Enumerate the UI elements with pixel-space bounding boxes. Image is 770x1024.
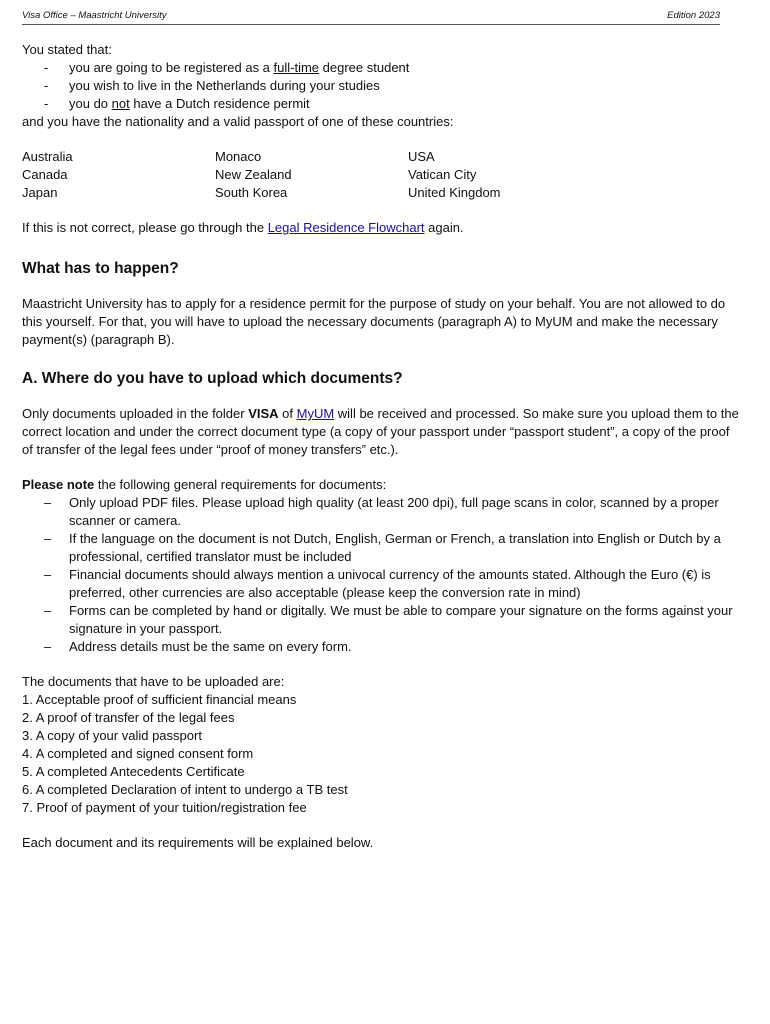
stated-intro: You stated that: xyxy=(22,42,112,57)
requirement-item: – Forms can be completed by hand or digitally. We must be able to compare your signature on the forms against your signature in your passport. xyxy=(44,603,733,636)
visa-bold: VISA xyxy=(248,406,279,421)
stated-item: - you do not have a Dutch residence permit xyxy=(44,96,310,111)
page-header xyxy=(22,10,720,25)
nationality-text: and you have the nationality and a valid passport of one of these countries: xyxy=(22,114,454,129)
country: Monaco xyxy=(215,149,262,164)
requirement-item: – Only upload PDF files. Please upload high quality (at least 200 dpi), full page scans in color, scanned by a proper scanner or camera. xyxy=(44,495,719,528)
documents-intro: The documents that have to be uploaded are: xyxy=(22,674,285,689)
country: South Korea xyxy=(215,185,288,200)
stated-list xyxy=(22,59,742,113)
document-item: 3. A copy of your valid passport xyxy=(22,728,202,743)
requirements-list xyxy=(22,494,742,656)
requirement-item: – Financial documents should always mention a univocal currency of the amounts stated. Although the Euro (€) is preferred, other currencies are also acceptable (please keep the conversion rate in mind) xyxy=(44,567,711,600)
country: Canada xyxy=(22,167,68,182)
not-correct-text: If this is not correct, please go through the Legal Residence Flowchart again. xyxy=(22,220,464,235)
document-item: 2. A proof of transfer of the legal fees xyxy=(22,710,235,725)
documents-list xyxy=(22,691,742,817)
document-item: 5. A completed Antecedents Certificate xyxy=(22,764,245,779)
document-item: 1. Acceptable proof of sufficient financial means xyxy=(22,692,297,707)
what-happens-text: Maastricht University has to apply for a residence permit for the purpose of study on your behalf. You are not allowed to do this yourself. For that, you will have to upload the necessary documents (paragraph A) to MyUM and make the necessary payment(s) (paragraph B). xyxy=(22,296,726,347)
document-body xyxy=(22,41,742,852)
country: United Kingdom xyxy=(408,185,501,200)
country: New Zealand xyxy=(215,167,292,182)
requirement-item: – Address details must be the same on every form. xyxy=(44,639,352,654)
document-item: 6. A completed Declaration of intent to undergo a TB test xyxy=(22,782,348,797)
closing-text: Each document and its requirements will be explained below. xyxy=(22,835,374,850)
country: Vatican City xyxy=(408,167,477,182)
myum-link[interactable]: MyUM xyxy=(296,406,335,421)
legal-residence-flowchart-link[interactable]: Legal Residence Flowchart xyxy=(267,220,425,235)
countries-table xyxy=(22,148,742,202)
section-heading-upload: A. Where do you have to upload which documents? xyxy=(22,370,403,387)
document-item: 4. A completed and signed consent form xyxy=(22,746,254,761)
section-heading-what-happens: What has to happen? xyxy=(22,260,179,277)
stated-item: - you wish to live in the Netherlands during your studies xyxy=(44,78,380,93)
document-item: 7. Proof of payment of your tuition/registration fee xyxy=(22,800,307,815)
please-note-text: Please note the following general requirements for documents: xyxy=(22,477,387,492)
upload-folder-text: Only documents uploaded in the folder VISA of MyUM will be received and processed. So make sure you upload them to the correct location and under the correct document type (a copy of your passport under “passport student”, a copy of the proof of transfer of the legal fees under “proof of money transfers” etc.). xyxy=(22,406,739,457)
header-office: Visa Office – Maastricht University xyxy=(22,10,167,21)
header-edition: Edition 2023 xyxy=(667,10,720,21)
full-time-underlined: full-time xyxy=(273,60,320,75)
not-underlined: not xyxy=(111,96,130,111)
stated-item: - you are going to be registered as a full-time degree student xyxy=(44,60,410,75)
country: Australia xyxy=(22,149,73,164)
requirement-item: – If the language on the document is not Dutch, English, German or French, a translation into English or Dutch by a professional, certified translator must be included xyxy=(44,531,721,564)
country: Japan xyxy=(22,185,58,200)
country: USA xyxy=(408,149,435,164)
